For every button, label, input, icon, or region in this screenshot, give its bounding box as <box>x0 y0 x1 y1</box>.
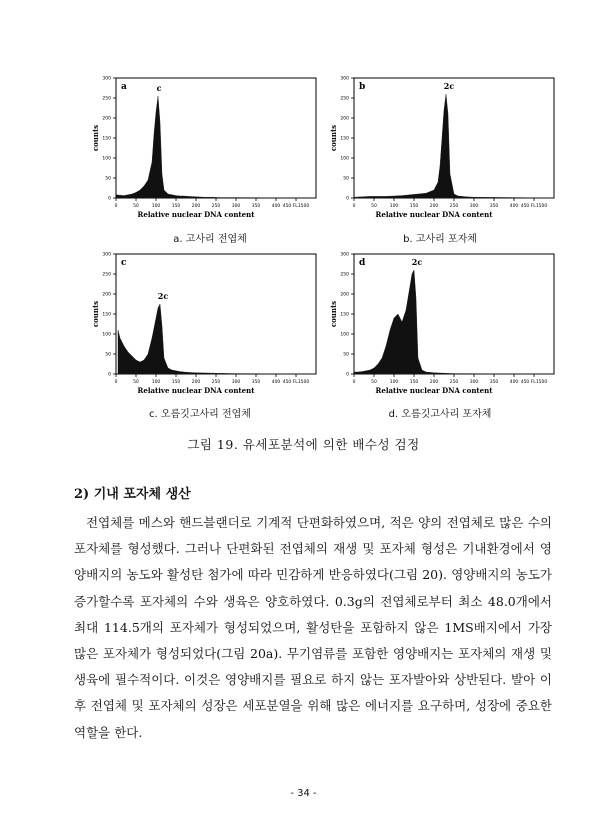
y-tick-label: 200 <box>340 116 349 122</box>
x-tick-label: 200 <box>429 204 439 209</box>
plot-frame <box>354 78 554 198</box>
section-heading: 2) 기내 포자체 생산 <box>74 487 191 502</box>
histogram-panel-d <box>318 248 558 413</box>
x-tick-label: 0 <box>352 380 356 385</box>
x-tick-label: 50 <box>371 204 377 209</box>
x-tick-label: 400 <box>509 380 519 385</box>
histogram-svg <box>80 248 320 413</box>
plot-frame <box>116 254 316 374</box>
y-axis-label: counts <box>91 124 100 152</box>
y-tick-label: 0 <box>346 196 349 202</box>
y-tick-label: 150 <box>102 136 111 142</box>
y-tick-label: 250 <box>102 272 111 278</box>
y-tick-label: 100 <box>340 156 349 162</box>
y-tick-label: 50 <box>105 352 111 358</box>
x-tick-label: 400 <box>271 380 281 385</box>
x-tick-label: 250 <box>449 380 459 385</box>
x-tick-label: 0 <box>114 204 118 209</box>
x-tick-label: 350 <box>489 380 499 385</box>
x-tick-label: 350 <box>489 204 499 209</box>
y-axis-label: counts <box>329 300 338 328</box>
x-tick-label: 450 FL1500 <box>282 204 310 209</box>
subcaption-b: b. 고사리 포자체 <box>403 234 477 245</box>
x-tick-label: 200 <box>429 380 439 385</box>
histogram-panel-b <box>318 72 558 237</box>
y-tick-label: 100 <box>102 156 111 162</box>
x-tick-label: 350 <box>251 380 261 385</box>
y-tick-label: 50 <box>343 176 349 182</box>
subcaption-c: c. 오름깃고사리 전엽체 <box>149 409 251 420</box>
y-tick-label: 100 <box>340 332 349 338</box>
y-tick-label: 250 <box>102 96 111 102</box>
x-tick-label: 100 <box>151 204 161 209</box>
subcaption-a: a. 고사리 전엽체 <box>173 234 247 245</box>
x-axis-label: Relative nuclear DNA content <box>375 210 493 219</box>
y-tick-label: 0 <box>108 196 111 202</box>
x-tick-label: 0 <box>352 204 356 209</box>
peak-label: c <box>156 83 162 93</box>
panel-letter: d <box>359 258 366 268</box>
y-tick-label: 250 <box>340 272 349 278</box>
x-tick-label: 150 <box>171 380 181 385</box>
x-axis-label: Relative nuclear DNA content <box>375 386 493 395</box>
x-axis-label: Relative nuclear DNA content <box>137 386 255 395</box>
histogram-area <box>118 304 316 374</box>
histogram-panel-c <box>80 248 320 413</box>
y-tick-label: 250 <box>340 96 349 102</box>
x-tick-label: 100 <box>389 380 399 385</box>
x-tick-label: 50 <box>133 380 139 385</box>
x-tick-label: 400 <box>509 204 519 209</box>
panel-letter: c <box>121 258 127 268</box>
x-tick-label: 100 <box>389 204 399 209</box>
histogram-svg <box>80 72 320 237</box>
y-tick-label: 300 <box>340 76 349 82</box>
y-tick-label: 300 <box>340 252 349 258</box>
y-tick-label: 150 <box>340 312 349 318</box>
body-paragraph: 전엽체를 메스와 핸드블랜더로 기계적 단편화하였으며, 적은 양의 전엽체로 많은 수의 포자체를 형성했다. 그러나 단편화된 전엽체의 재생 및 포자체 형성은 기내환경에서 영양배지의 농도와 활성탄 첨가에 따라 민감하게 반응하였다(그림 20). 영양배지의 농도가 증가할수록 포자체의 수와 생육은 양호하였다. 0.3g의 전엽체로부터 최소 48.0개에서 최대 114.5개의 포자체가 형성되었으며, 활성탄을 포함하지 않은 1MS배지에서 가장 많은 포자체가 형성되었다(그림 20a). 무기염류를 포함한 영양배지는 포자체의 재생 및 생육에 필수적이다. 이것은 영양배지를 필요로 하지 않는 포자발아와 상반된다. 발아 이후 전엽체 및 포자체의 성장은 세포분열을 위해 많은 에너지를 요구하며, 성장에 중요한 역할을 한다. <box>74 515 552 740</box>
x-tick-label: 250 <box>211 380 221 385</box>
x-tick-label: 300 <box>469 204 479 209</box>
x-tick-label: 150 <box>409 380 419 385</box>
x-tick-label: 300 <box>231 204 241 209</box>
y-tick-label: 100 <box>102 332 111 338</box>
histogram-svg <box>318 72 558 237</box>
y-tick-label: 200 <box>102 116 111 122</box>
x-axis-label: Relative nuclear DNA content <box>137 210 255 219</box>
x-tick-label: 250 <box>449 204 459 209</box>
plot-frame <box>116 78 316 198</box>
panel-letter: b <box>359 82 366 92</box>
y-tick-label: 300 <box>102 76 111 82</box>
x-tick-label: 200 <box>191 204 201 209</box>
x-tick-label: 200 <box>191 380 201 385</box>
page-number: - 34 - <box>290 788 317 799</box>
y-tick-label: 50 <box>343 352 349 358</box>
x-tick-label: 450 FL1500 <box>520 380 548 385</box>
x-tick-label: 450 FL1500 <box>282 380 310 385</box>
histogram-area <box>354 270 554 374</box>
x-tick-label: 350 <box>251 204 261 209</box>
x-tick-label: 50 <box>371 380 377 385</box>
x-tick-label: 400 <box>271 204 281 209</box>
x-tick-label: 300 <box>231 380 241 385</box>
peak-label: 2c <box>443 81 455 91</box>
histogram-area <box>354 94 554 198</box>
peak-label: 2c <box>411 257 423 267</box>
peak-label: 2c <box>157 291 169 301</box>
histogram-svg <box>318 248 558 413</box>
y-tick-label: 200 <box>102 292 111 298</box>
x-tick-label: 150 <box>409 204 419 209</box>
y-tick-label: 300 <box>102 252 111 258</box>
body-text <box>74 510 552 746</box>
y-axis-label: counts <box>91 300 100 328</box>
x-tick-label: 450 FL1500 <box>520 204 548 209</box>
y-tick-label: 0 <box>346 372 349 378</box>
x-tick-label: 250 <box>211 204 221 209</box>
x-tick-label: 150 <box>171 204 181 209</box>
x-tick-label: 100 <box>151 380 161 385</box>
y-tick-label: 200 <box>340 292 349 298</box>
y-tick-label: 150 <box>340 136 349 142</box>
subcaption-d: d. 오름깃고사리 포자체 <box>388 409 492 420</box>
y-tick-label: 0 <box>108 372 111 378</box>
x-tick-label: 0 <box>114 380 118 385</box>
y-tick-label: 150 <box>102 312 111 318</box>
x-tick-label: 300 <box>469 380 479 385</box>
y-tick-label: 50 <box>105 176 111 182</box>
figure-caption: 그림 19. 유세포분석에 의한 배수성 검정 <box>187 437 420 452</box>
x-tick-label: 50 <box>133 204 139 209</box>
histogram-area <box>116 96 316 198</box>
histogram-panel-a <box>80 72 320 237</box>
y-axis-label: counts <box>329 124 338 152</box>
panel-letter: a <box>121 82 127 92</box>
